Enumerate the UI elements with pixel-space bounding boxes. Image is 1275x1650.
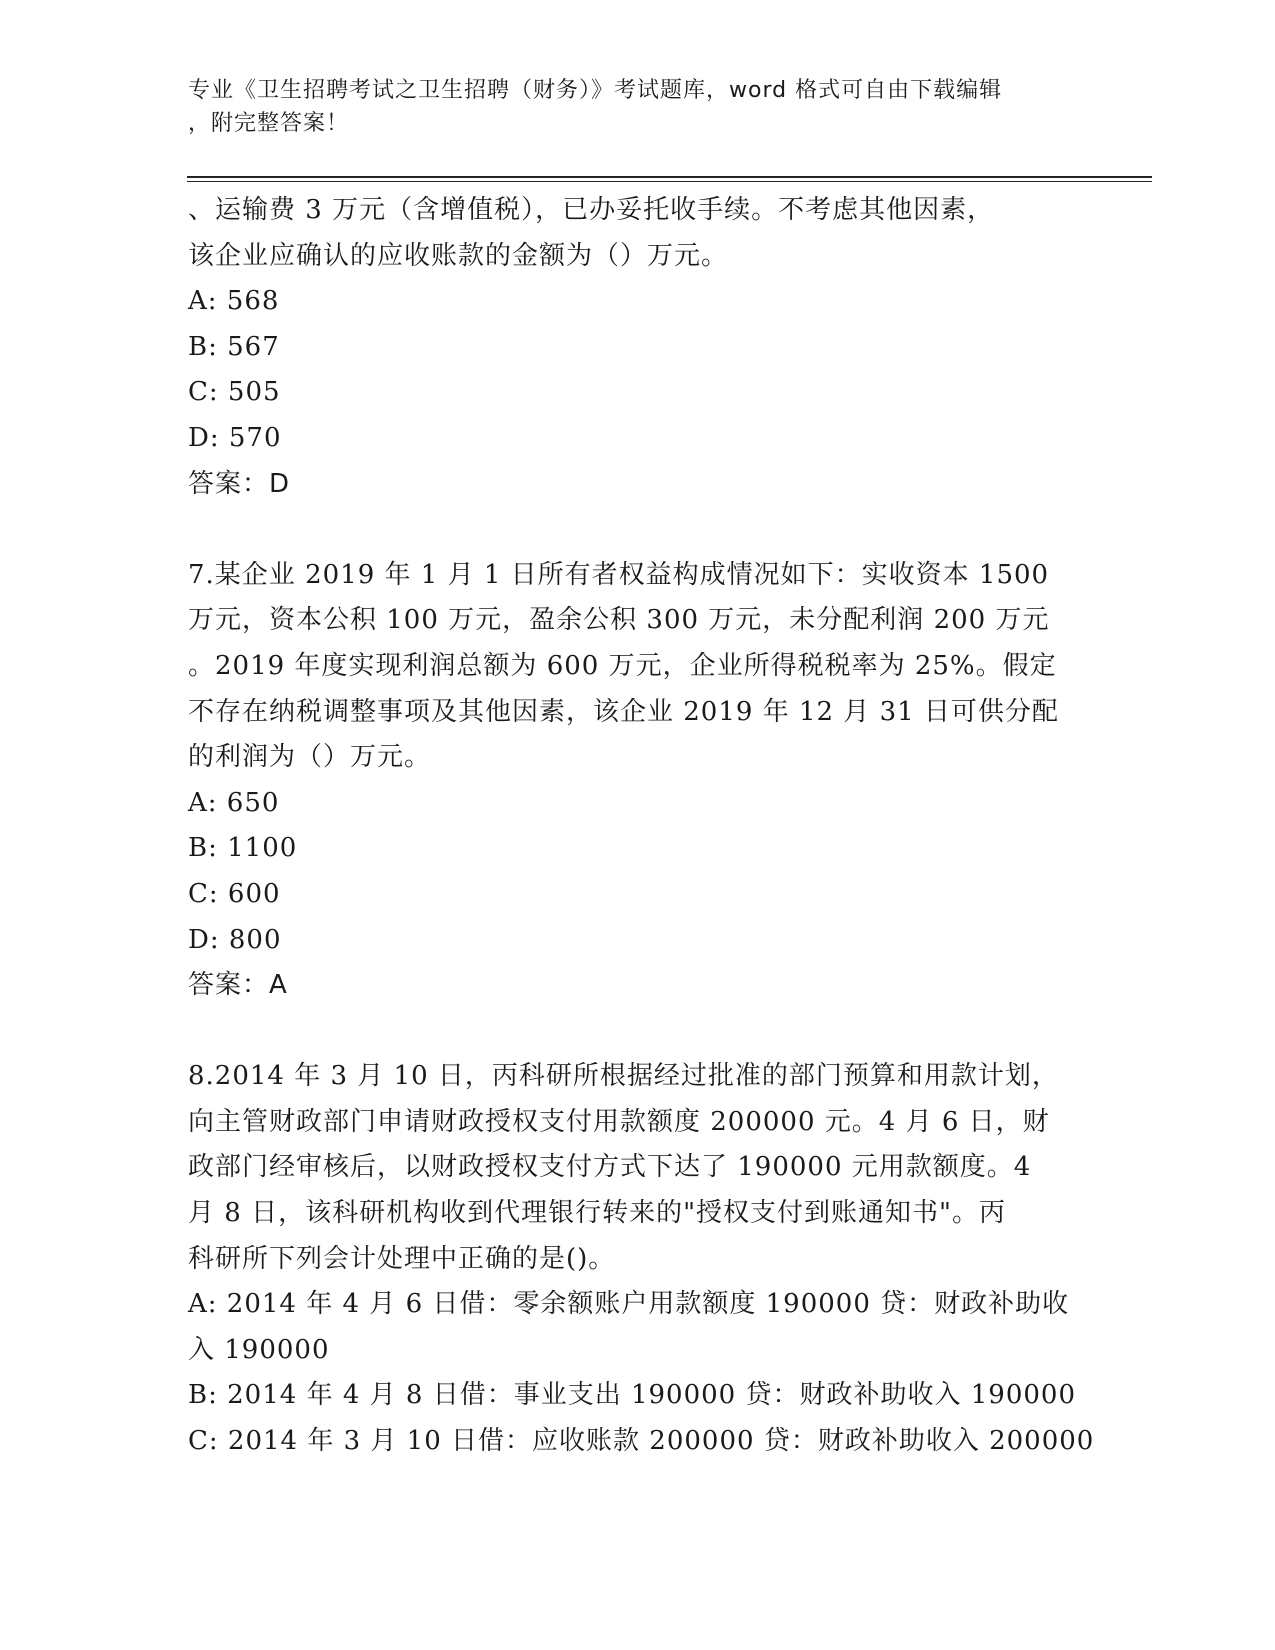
question-stem-line: 政部门经审核后，以财政授权支付方式下达了 190000 元用款额度。4 (188, 1152, 1032, 1183)
header-divider (187, 176, 1152, 182)
option-d: D: 800 (188, 924, 282, 955)
question-content (188, 188, 1095, 1465)
question-stem-line: 的利润为（）万元。 (188, 742, 432, 773)
question-stem-line: 科研所下列会计处理中正确的是()。 (188, 1243, 616, 1274)
question-stem-line: 不存在纳税调整事项及其他因素，该企业 2019 年 12 月 31 日可供分配 (188, 696, 1059, 727)
question-stem-line: 该企业应确认的应收账款的金额为（）万元。 (188, 240, 729, 271)
option-b: B: 1100 (188, 833, 298, 864)
option-b: B: 2014 年 4 月 8 日借：事业支出 190000 贷：财政补助收入 190000 (188, 1380, 1077, 1411)
option-b: B: 567 (188, 331, 280, 362)
question-stem-line: 万元，资本公积 100 万元，盈余公积 300 万元，未分配利润 200 万元 (188, 605, 1050, 636)
question-stem-line: 。2019 年度实现利润总额为 600 万元，企业所得税税率为 25%。假定 (188, 650, 1057, 681)
spacer (188, 1009, 1088, 1055)
question-stem-line: 、运输费 3 万元（含增值税），已办妥托收手续。不考虑其他因素， (188, 195, 995, 225)
answer-label: 答案：A (188, 970, 288, 1001)
option-c: C: 2014 年 3 月 10 日借：应收账款 200000 贷：财政补助收入 200000 (188, 1426, 1095, 1457)
option-a: A: 568 (188, 286, 280, 317)
option-a-continued: 入 190000 (188, 1334, 330, 1365)
question-7 (188, 553, 1088, 1009)
option-c: C: 505 (188, 377, 281, 408)
document-header (188, 74, 1068, 140)
question-stem-line: 向主管财政部门申请财政授权支付用款额度 200000 元。4 月 6 日，财 (188, 1106, 1050, 1137)
option-a: A: 650 (188, 787, 280, 818)
option-c: C: 600 (188, 878, 281, 909)
answer-label: 答案：D (188, 468, 291, 499)
question-stem-line: 8.2014 年 3 月 10 日，丙科研所根据经过批准的部门预算和用款计划， (188, 1061, 1059, 1092)
header-title-line-1: 专业《卫生招聘考试之卫生招聘（财务）》考试题库，word 格式可自由下载编辑 (188, 78, 1003, 103)
question-stem-line: 月 8 日，该科研机构收到代理银行转来的"授权支付到账通知书"。丙 (188, 1198, 1006, 1229)
option-d: D: 570 (188, 422, 282, 453)
question-8 (188, 1054, 1095, 1464)
question-stem-line: 7.某企业 2019 年 1 月 1 日所有者权益构成情况如下：实收资本 1500 (188, 559, 1050, 590)
header-title-line-2: ，附完整答案！ (188, 111, 350, 136)
spacer (188, 507, 1088, 553)
question-6 (188, 188, 1088, 507)
option-a: A: 2014 年 4 月 6 日借：零余额账户用款额度 190000 贷：财政补助收 (188, 1289, 1070, 1320)
